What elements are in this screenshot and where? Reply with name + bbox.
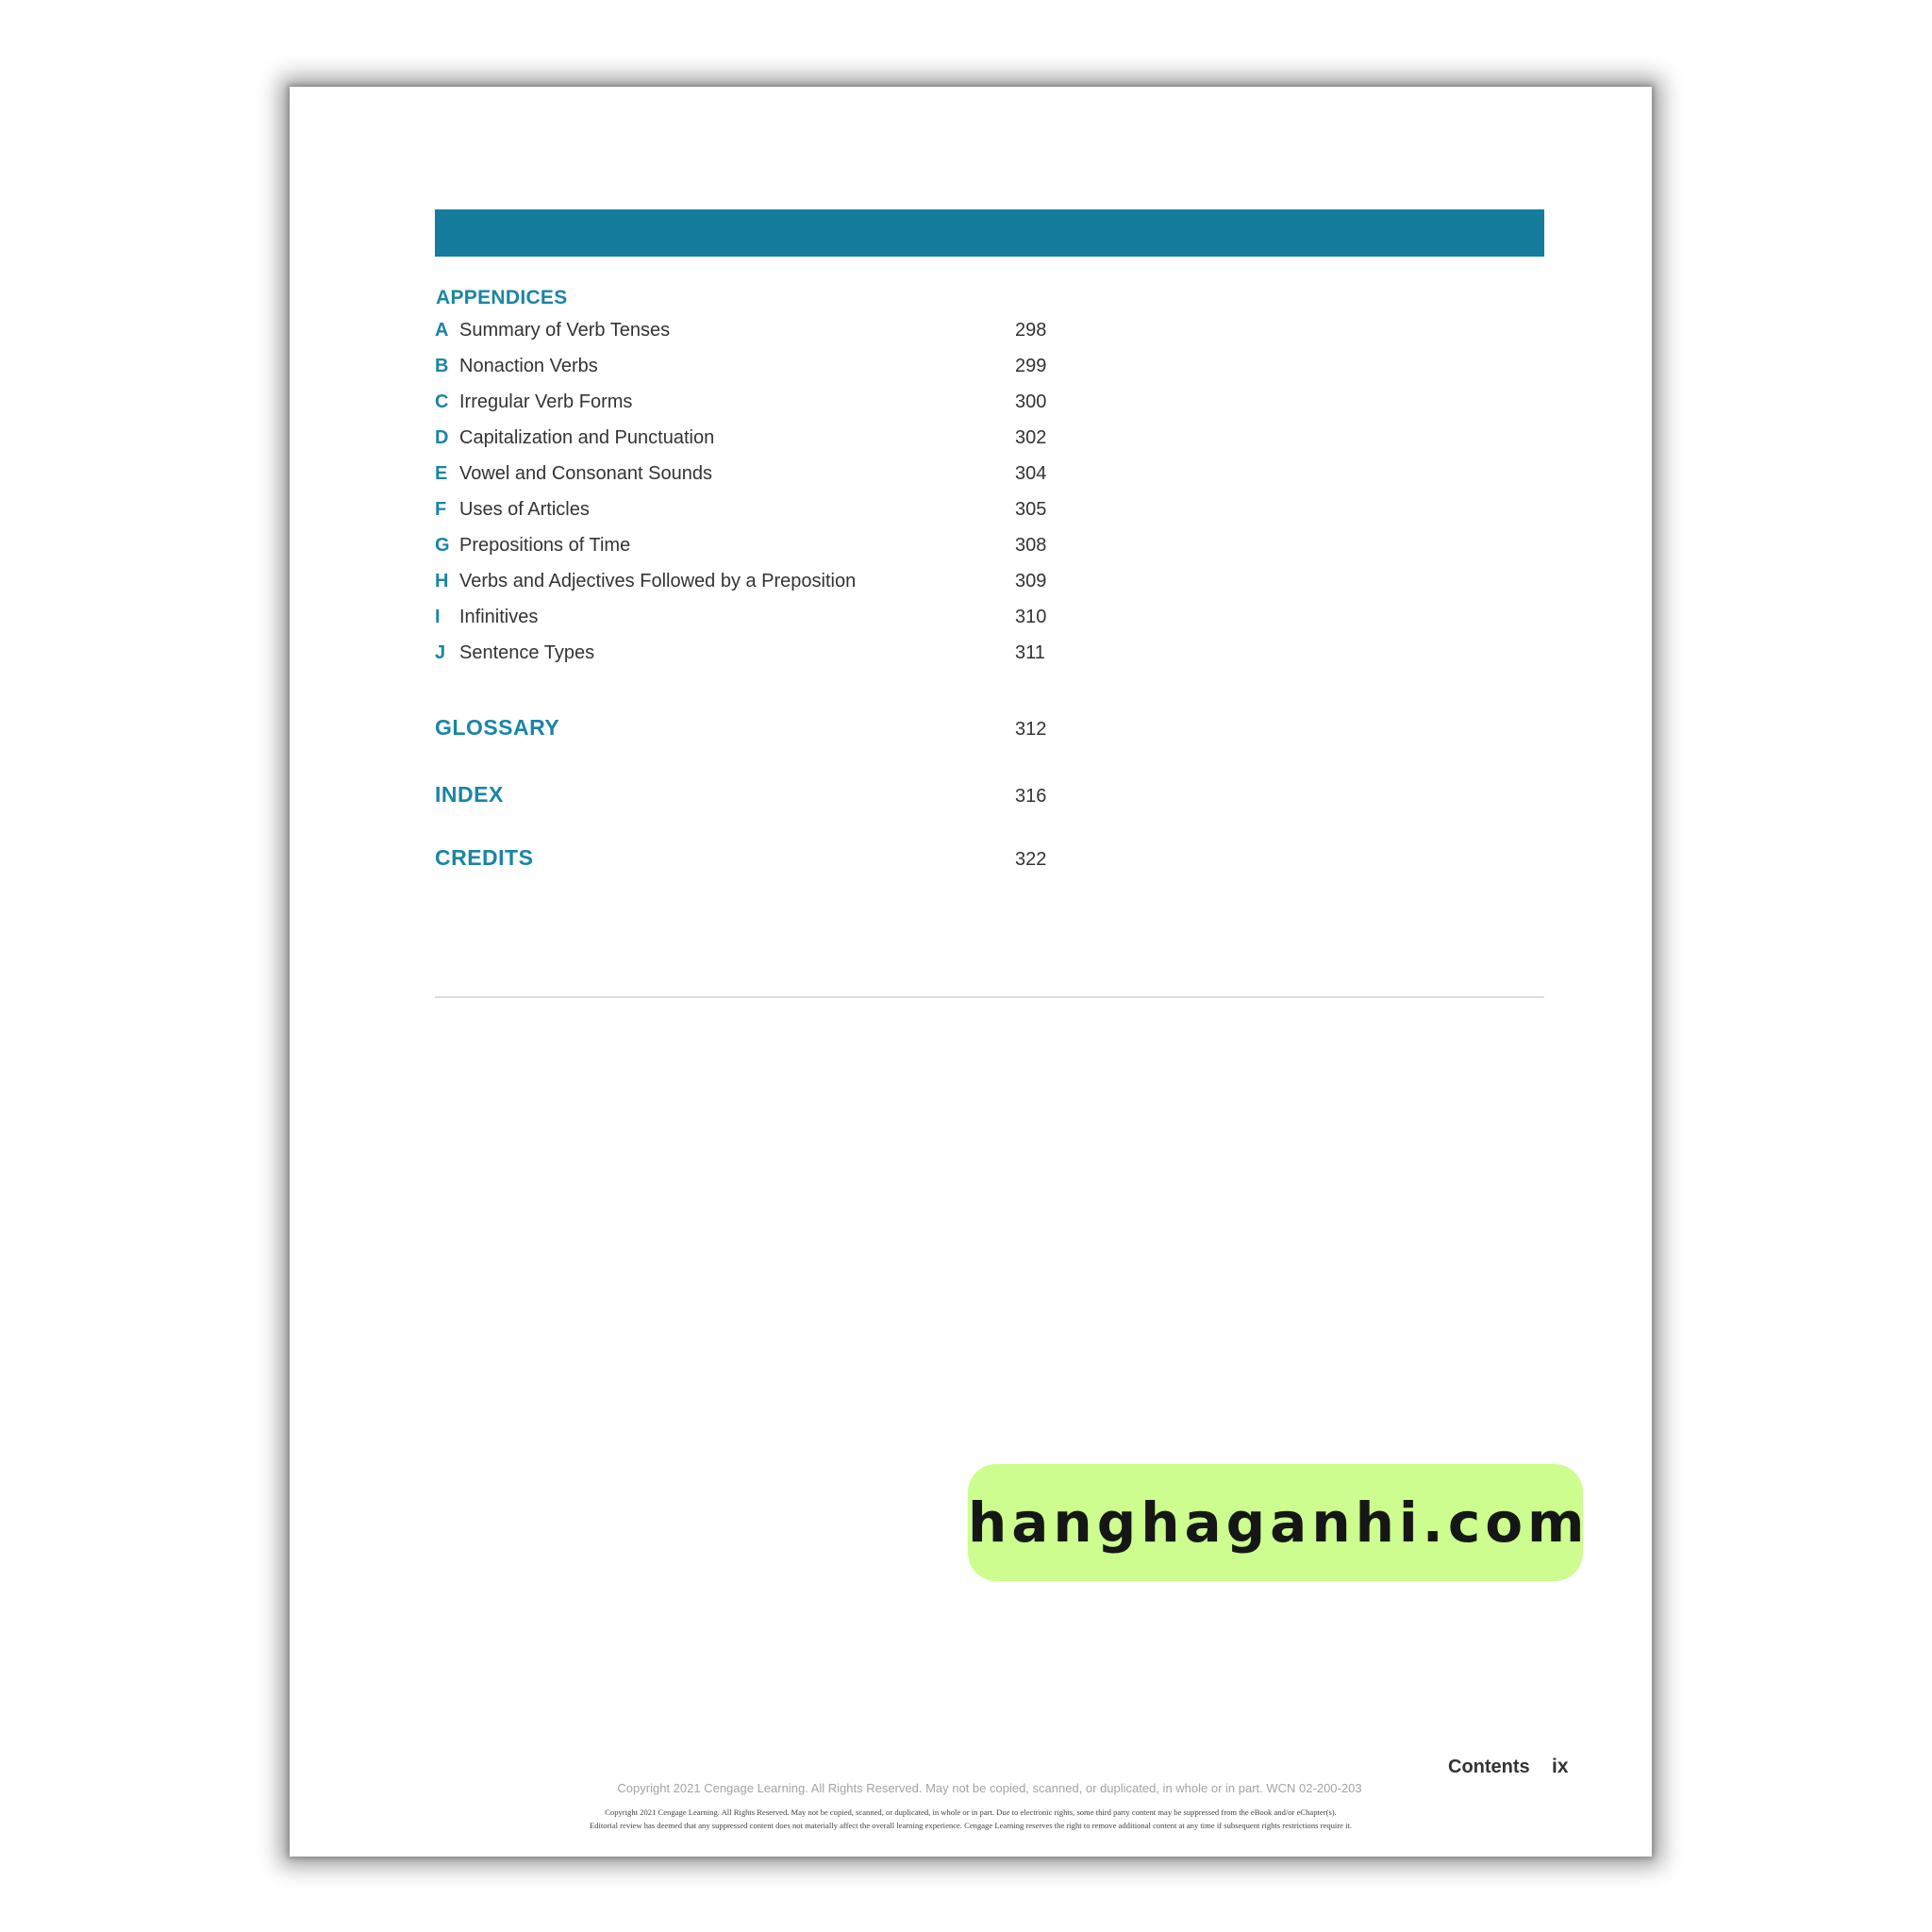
appendix-page-number: 298 bbox=[1015, 320, 1047, 341]
glossary-page-number: 312 bbox=[1015, 719, 1047, 740]
appendix-letter: I bbox=[435, 607, 441, 627]
footer-page-number: ix bbox=[1552, 1756, 1569, 1777]
document-page bbox=[290, 87, 1652, 1857]
appendix-entry-i[interactable] bbox=[435, 606, 1058, 641]
fine-print-line-1: Copyright 2021 Cengage Learning. All Rights Reserved. May not be copied, scanned, or duplicated, in whole or in part. Due to electronic rights, some third party content may be suppressed from the eBook and/or eChapter(s). bbox=[605, 1807, 1337, 1817]
appendix-entry-a[interactable] bbox=[435, 319, 1058, 355]
appendix-entry-e[interactable] bbox=[435, 462, 1058, 498]
appendix-page-number: 308 bbox=[1015, 535, 1047, 556]
index-heading: INDEX bbox=[435, 782, 504, 807]
appendix-page-number: 302 bbox=[1015, 427, 1047, 448]
appendix-entry-h[interactable] bbox=[435, 570, 1058, 606]
appendix-letter: F bbox=[435, 499, 447, 520]
credits-page-number: 322 bbox=[1015, 849, 1047, 870]
appendix-page-number: 305 bbox=[1015, 499, 1047, 520]
appendix-title: Capitalization and Punctuation bbox=[459, 427, 715, 448]
index-entry[interactable] bbox=[435, 782, 1095, 814]
appendix-letter: D bbox=[435, 427, 449, 448]
credits-entry[interactable] bbox=[435, 845, 1095, 877]
appendix-title: Irregular Verb Forms bbox=[459, 391, 633, 412]
watermark-badge bbox=[968, 1464, 1590, 1581]
appendix-letter: B bbox=[435, 356, 449, 376]
appendix-letter: E bbox=[435, 463, 448, 484]
appendix-page-number: 300 bbox=[1015, 391, 1047, 412]
credits-heading: CREDITS bbox=[435, 845, 534, 870]
appendix-title: Uses of Articles bbox=[459, 499, 590, 520]
glossary-heading: GLOSSARY bbox=[435, 715, 560, 740]
appendix-entry-c[interactable] bbox=[435, 391, 1058, 426]
appendix-page-number: 299 bbox=[1015, 356, 1047, 376]
copyright-fine-print bbox=[384, 1806, 1557, 1832]
appendix-list bbox=[435, 319, 1058, 677]
index-page-number: 316 bbox=[1015, 786, 1047, 807]
appendix-title: Verbs and Adjectives Followed by a Preposition bbox=[459, 571, 857, 591]
appendix-letter: A bbox=[435, 320, 449, 341]
appendix-title: Infinitives bbox=[459, 607, 539, 627]
appendix-page-number: 304 bbox=[1015, 463, 1047, 484]
footer-contents-label: Contents bbox=[1448, 1757, 1530, 1777]
glossary-entry[interactable] bbox=[435, 715, 1095, 747]
header-color-bar bbox=[435, 209, 1544, 257]
appendix-title: Sentence Types bbox=[459, 642, 595, 663]
appendix-entry-f[interactable] bbox=[435, 498, 1058, 534]
appendix-title: Vowel and Consonant Sounds bbox=[459, 463, 712, 484]
appendix-letter: G bbox=[435, 535, 450, 556]
appendix-page-number: 310 bbox=[1015, 607, 1047, 627]
appendix-letter: C bbox=[435, 391, 449, 412]
section-divider bbox=[435, 996, 1544, 998]
watermark-text: hanghaganhi.com bbox=[968, 1491, 1590, 1555]
appendix-entry-j[interactable] bbox=[435, 641, 1058, 677]
appendices-heading: APPENDICES bbox=[436, 287, 568, 308]
appendix-entry-g[interactable] bbox=[435, 534, 1058, 570]
appendix-page-number: 311 bbox=[1015, 642, 1045, 663]
appendix-entry-d[interactable] bbox=[435, 426, 1058, 462]
appendix-letter: H bbox=[435, 571, 449, 591]
appendix-page-number: 309 bbox=[1015, 571, 1047, 591]
appendix-letter: J bbox=[435, 642, 446, 663]
appendix-title: Prepositions of Time bbox=[459, 535, 631, 556]
appendix-title: Summary of Verb Tenses bbox=[459, 320, 671, 341]
fine-print-line-2: Editorial review has deemed that any suppressed content does not materially affect the overall learning experience. Cengage Learning reserves the right to remove additional content at any time if subsequent rights restrictions require it. bbox=[589, 1821, 1353, 1830]
appendix-entry-b[interactable] bbox=[435, 355, 1058, 391]
copyright-notice: Copyright 2021 Cengage Learning. All Rights Reserved. May not be copied, scanned, or duplicated, in whole or in part. WCN 02-200-203 bbox=[617, 1781, 1362, 1795]
appendix-title: Nonaction Verbs bbox=[459, 356, 598, 376]
